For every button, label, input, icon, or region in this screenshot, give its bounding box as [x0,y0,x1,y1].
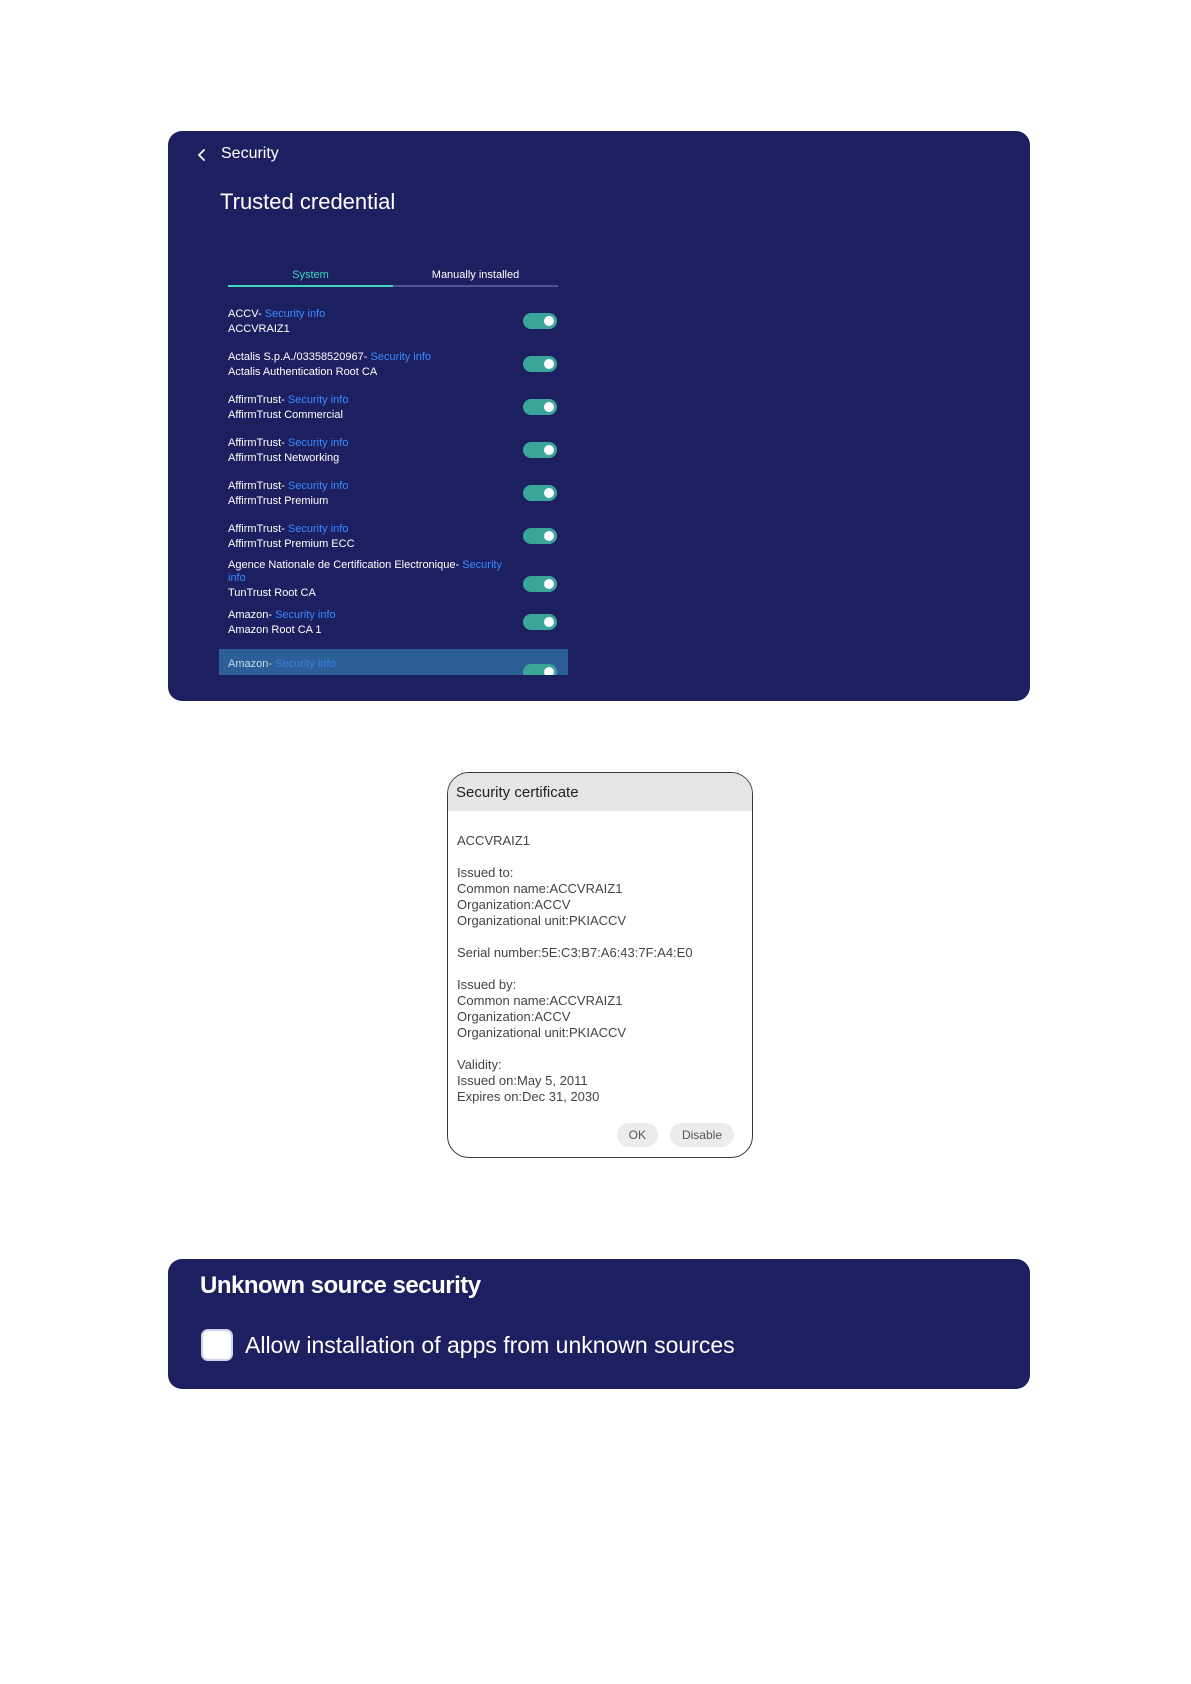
certificate-row[interactable] [219,516,568,556]
certificate-row[interactable] [219,301,568,341]
dialog-actions [617,1123,734,1147]
disable-button[interactable]: Disable [670,1123,734,1147]
active-tab-indicator [228,285,393,287]
tab-system[interactable]: System [292,269,329,281]
certificate-org: Actalis S.p.A./03358520967 [228,351,364,363]
certificate-toggle[interactable] [523,664,557,675]
separator: - [281,523,285,535]
certificate-row[interactable] [219,430,568,470]
security-info-link[interactable]: Security info [287,394,349,406]
separator: - [281,480,285,492]
certificate-row[interactable] [219,344,568,384]
tab-bar [228,269,558,287]
certificate-name: Amazon Root CA 1 [228,624,322,636]
certificate-toggle[interactable] [523,576,557,592]
issued-by-organization: Organization:ACCV [457,1009,571,1024]
toggle-knob [544,402,554,412]
toggle-knob [544,617,554,627]
ok-button[interactable]: OK [617,1123,658,1147]
certificate-toggle[interactable] [523,614,557,630]
separator: - [268,609,273,621]
issued-by-label: Issued by: [457,977,517,992]
certificate-toggle[interactable] [523,313,557,329]
certificate-org: AffirmTrust [228,437,282,449]
security-info-link[interactable]: Security info [228,559,502,584]
serial-number: Serial number:5E:C3:B7:A6:43:7F:A4:E0 [457,945,693,960]
back-button[interactable] [196,145,279,163]
certificate-org: AffirmTrust [228,480,282,492]
issued-to-label: Issued to: [457,865,514,880]
security-info-link[interactable]: Security info [287,523,349,535]
issued-by-org-unit: Organizational unit:PKIACCV [457,1025,627,1040]
issued-to-common-name: Common name:ACCVRAIZ1 [457,881,623,896]
allow-unknown-sources-checkbox[interactable] [201,1329,233,1361]
separator: - [363,351,368,363]
dialog-body [457,833,693,1105]
toggle-knob [544,445,554,455]
toggle-knob [544,359,554,369]
certificate-name: TunTrust Root CA [228,587,316,599]
certificate-org: ACCV [228,308,258,320]
chevron-left-icon [196,149,208,161]
certificate-toggle[interactable] [523,485,557,501]
certificate-toggle[interactable] [523,399,557,415]
certificate-name: AffirmTrust Premium [228,495,329,507]
certificate-org: Amazon [228,609,269,621]
issued-on: Issued on:May 5, 2011 [457,1073,588,1088]
security-info-link[interactable]: Security info [275,658,336,670]
toggle-knob [544,579,554,589]
dialog-title: Security certificate [448,773,752,811]
toggle-knob [544,531,554,541]
security-info-link[interactable]: Security info [275,609,336,621]
separator: - [281,437,285,449]
certificate-toggle[interactable] [523,442,557,458]
certificate-name: AffirmTrust Premium ECC [228,538,355,550]
security-info-link[interactable]: Security info [287,480,349,492]
certificate-name: AffirmTrust Commercial [228,409,343,421]
allow-unknown-sources-option[interactable] [201,1329,735,1361]
certificate-toggle[interactable] [523,356,557,372]
issued-by-common-name: Common name:ACCVRAIZ1 [457,993,623,1008]
certificate-row[interactable] [219,602,568,642]
certificate-name: Actalis Authentication Root CA [228,366,378,378]
unknown-source-panel [168,1259,1030,1389]
page-title: Trusted credential [220,189,396,214]
certificate-row-selected[interactable] [219,649,568,675]
security-info-link[interactable]: Security info [287,437,349,449]
certificate-name: ACCVRAIZ1 [228,323,290,335]
toggle-knob [544,316,554,326]
validity-label: Validity: [457,1057,502,1072]
certificate-org: Agence Nationale de Certification Electronique [228,559,456,571]
issued-to-org-unit: Organizational unit:PKIACCV [457,913,627,928]
security-info-link[interactable]: Security info [370,351,432,363]
certificate-row[interactable] [219,387,568,427]
toggle-knob [544,667,554,675]
certificate-name: AffirmTrust Networking [228,452,340,464]
tab-manually-installed[interactable]: Manually installed [431,269,520,281]
certificate-org: AffirmTrust [228,394,282,406]
unknown-source-title: Unknown source security [200,1272,481,1299]
certificate-toggle[interactable] [523,528,557,544]
separator: - [268,658,273,670]
toggle-knob [544,488,554,498]
certificate-org: Amazon [228,658,269,670]
back-label: Security [221,145,279,162]
trusted-credential-panel [168,131,1030,701]
certificate-list [219,301,568,675]
separator: - [281,394,285,406]
issued-to-organization: Organization:ACCV [457,897,571,912]
security-certificate-dialog [447,772,753,1158]
expires-on: Expires on:Dec 31, 2030 [457,1089,600,1104]
cert-name: ACCVRAIZ1 [457,833,530,848]
security-info-link[interactable]: Security info [264,308,326,320]
certificate-org: AffirmTrust [228,523,282,535]
certificate-row[interactable] [219,553,568,601]
certificate-row[interactable] [219,473,568,513]
allow-unknown-sources-label: Allow installation of apps from unknown sources [245,1331,735,1358]
separator: - [455,559,460,571]
separator: - [257,308,262,320]
